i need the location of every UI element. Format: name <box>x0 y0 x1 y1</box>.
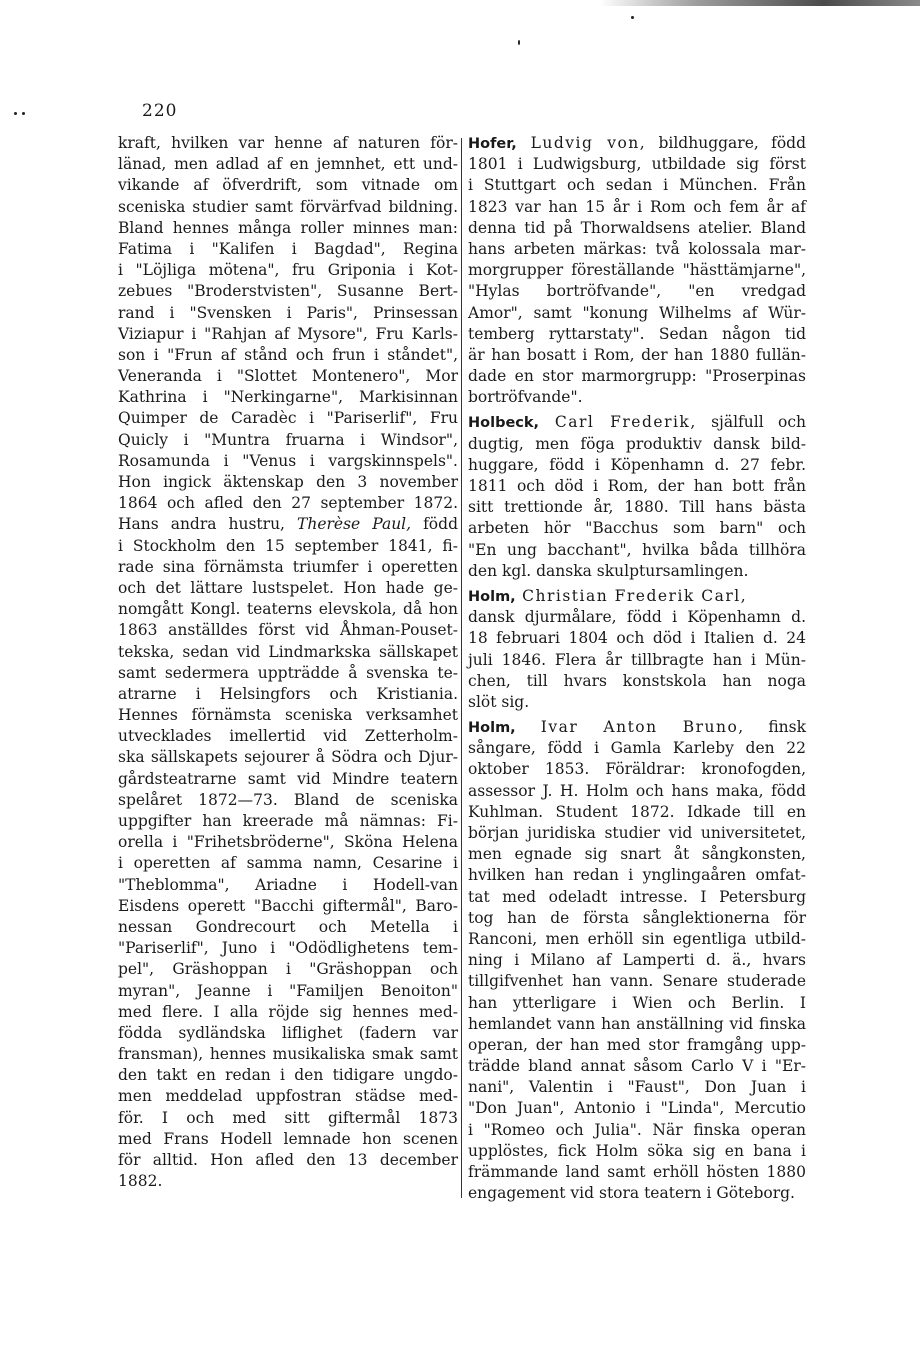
scan-speck <box>14 112 17 115</box>
text-line: Quicly i "Muntra fruarna i Windsor", <box>118 430 458 449</box>
entry-headword: Holbeck, <box>468 415 540 432</box>
text-line: Hon ingick äktenskap den 3 november <box>118 473 458 491</box>
text-line: tog han de första sånglektionerna för <box>468 908 806 927</box>
text-line: och det lättare lustspelet. Hon hade ge- <box>118 578 458 597</box>
text-line: han ytterligare i Wien och Berlin. I <box>468 993 806 1012</box>
text-line: rand i "Svensken i Paris", Prinsessan <box>118 303 458 322</box>
text-line: operan, der han med stor framgång upp- <box>468 1035 806 1054</box>
text-line: upplöstes, fick Holm söka sig en bana i <box>468 1141 806 1160</box>
text-line: dade en stor marmorgrupp: "Proserpinas <box>468 367 806 386</box>
text-line: Kathrina i "Nerkingarne", Markisinnan <box>118 388 458 407</box>
entry-headword: Hofer, <box>468 136 517 152</box>
text-line: rade sina förnämsta triumfer i operetten <box>118 557 458 576</box>
text-line: huggare, född i Köpenhamn d. 27 febr. <box>468 455 806 474</box>
text-line: 1823 var han 15 år i Rom och fem år af <box>468 197 806 216</box>
text-line: Amor", samt "konung Wilhelms af Wür- <box>468 303 806 322</box>
text-run: Hans andra hustru, <box>118 515 297 534</box>
text-line <box>118 514 458 535</box>
text-line: "En ung bacchant", hvilka båda tillhöra <box>468 540 806 559</box>
entry-name: Carl Frederik, <box>539 413 697 432</box>
text-line: juli 1846. Flera år tillbragte han i Mün- <box>468 650 806 669</box>
text-line: sångare, född i Gamla Karleby den 22 <box>468 739 806 758</box>
text-line: tekska, sedan vid Lindmarkska sällskapet <box>118 642 458 661</box>
left-text-column <box>118 133 458 1192</box>
text-line: sitt trettionde år, 1880. Till hans bästa <box>468 498 806 517</box>
text-line: med flere. I alla röjde sig hennes med- <box>118 1002 458 1021</box>
text-line: 1801 i Ludwigsburg, utbildade sig först <box>468 155 806 174</box>
text-line: Veneranda i "Slottet Montenero", Mor <box>118 367 458 386</box>
text-line: Viziapur i "Rahjan af Mysore", Fru Karls- <box>118 324 458 343</box>
text-line: temberg ryttarstaty". Sedan någon tid <box>468 324 806 343</box>
column-divider <box>461 138 462 1198</box>
text-line: chen, till hvars konstskola han noga <box>468 671 806 690</box>
entry-headline <box>468 412 806 433</box>
text-line: hvilken han redan i ynglingaåren omfat- <box>468 866 806 885</box>
scan-speck <box>22 112 25 115</box>
text-line: kraft, hvilken var henne af naturen för- <box>118 134 458 152</box>
text-run: född <box>411 515 458 534</box>
text-line: men meddelad uppfostran städse med- <box>118 1087 458 1106</box>
text-line: 1811 och död i Rom, der han bott från <box>468 477 806 495</box>
text-line: nomgått Kongl. teaterns elevskola, då hon <box>118 600 458 619</box>
emphasized-name: Therèse Paul, <box>297 515 412 534</box>
text-line: främmande land samt erhöll hösten 1880 <box>468 1163 806 1181</box>
text-line: Hennes förnämsta sceniska verksamhet <box>118 706 458 725</box>
text-line: "Pariserlif", Juno i "Odödlighetens tem- <box>118 939 458 958</box>
text-line: myran", Jeanne i "Familjen Benoiton" <box>118 981 458 1000</box>
text-line: arbeten hör "Bacchus som barn" och <box>468 519 806 538</box>
text-line: födda sydländska liflighet (fadern var <box>118 1023 458 1042</box>
entry-headline <box>468 717 806 738</box>
text-line: början juridiska studier vid universitetet, <box>468 824 806 842</box>
text-line: samt sedermera uppträdde å svenska te- <box>118 663 458 682</box>
text-line: fransman), hennes musikaliska smak samt <box>118 1045 458 1064</box>
text-line: i Stuttgart och sedan i München. Från <box>468 176 806 195</box>
text-line: utvecklades imellertid vid Zetterholm- <box>118 727 458 746</box>
text-line: i "Löjliga mötena", fru Griponia i Kot- <box>118 261 458 280</box>
text-run: bildhuggare, född <box>646 134 806 152</box>
text-line: Ranconi, men erhöll sin egentliga utbild- <box>468 929 806 948</box>
text-line: nessan Gondrecourt och Metella i <box>118 917 458 936</box>
page-number: 220 <box>142 101 178 121</box>
text-line: är han bosatt i Rom, der han 1880 fullän- <box>468 345 806 364</box>
right-text-column <box>468 133 806 1204</box>
text-line: i operetten af samma namn, Cesarine i <box>118 854 458 873</box>
text-line-last: 1882. <box>118 1172 163 1191</box>
text-line: pel", Gräshoppan i "Gräshoppan och <box>118 960 458 979</box>
text-line: den takt en redan i den tidigare ungdo- <box>118 1066 458 1085</box>
text-line: "Hylas bortröfvande", "en vredgad <box>468 282 806 301</box>
entry-headline <box>468 586 806 607</box>
entry-name: Ludvig von, <box>516 134 647 152</box>
text-line: "Don Juan", Antonio i "Linda", Mercutio <box>468 1099 806 1118</box>
text-line: Fatima i "Kalifen i Bagdad", Regina <box>118 239 458 258</box>
text-line: hans arbeten märkas: två kolossala mar- <box>468 239 806 258</box>
text-line-last: slöt sig. <box>468 692 530 711</box>
scan-speck <box>631 16 634 19</box>
text-line: Quimper de Caradèc i "Pariserlif", Fru <box>118 409 458 428</box>
text-line: ska sällskapets sejourer å Södra och Djur- <box>118 748 458 767</box>
entry-name: Christian Frederik Carl, <box>515 586 748 605</box>
text-line: denna tid på Thorwaldsens atelier. Bland <box>468 218 806 237</box>
entry-headword: Holm, <box>468 720 516 737</box>
text-line: trädde bland annat såsom Carlo V i "Er- <box>468 1057 806 1076</box>
entry-headline <box>468 133 806 154</box>
text-line: tat med odeladt intresse. I Petersburg <box>468 887 806 906</box>
text-line: Eisdens operett "Bacchi giftermål", Baro- <box>118 896 458 915</box>
text-line: uppgifter han kreerade må nämnas: Fi- <box>118 812 458 830</box>
text-line: Kuhlman. Student 1872. Idkade till en <box>468 802 806 821</box>
text-line: dansk djurmålare, född i Köpenhamn d. <box>468 608 806 627</box>
scan-speck <box>518 40 520 45</box>
scan-edge-noise <box>600 0 920 6</box>
text-line: tillgifvenhet han vann. Senare studerade <box>468 972 806 991</box>
text-line: ning i Milano af Lamperti d. ä., hvars <box>468 951 806 970</box>
text-line: sceniska studier samt förvärfvad bildning. <box>118 197 458 216</box>
text-line: 18 februari 1804 och död i Italien d. 24 <box>468 629 806 648</box>
text-line: med Frans Hodell lemnade hon scenen <box>118 1129 458 1148</box>
text-run: själfull och <box>696 413 806 432</box>
text-line: spelåret 1872—73. Bland de sceniska <box>118 790 458 809</box>
text-line: son i "Frun af stånd och frun i ståndet", <box>118 345 458 364</box>
entry-name: Ivar Anton Bruno, <box>515 718 745 737</box>
text-line: morgrupper föreställande "hästtämjarne", <box>468 261 806 280</box>
text-line: Rosamunda i "Venus i vargskinnspels". <box>118 451 458 470</box>
text-line: gårdsteatrarne samt vid Mindre teatern <box>118 769 458 788</box>
text-line: hemlandet vann han anställning vid finska <box>468 1014 806 1033</box>
text-line-last: den kgl. danska skulptursamlingen. <box>468 561 749 580</box>
entry-headword: Holm, <box>468 588 516 605</box>
text-line: i Stockholm den 15 september 1841, fi- <box>118 536 458 555</box>
text-line: vikande af öfverdrift, som vitnade om <box>118 176 458 195</box>
text-line: dugtig, men föga produktiv dansk bild- <box>468 434 806 453</box>
text-line: atrarne i Helsingfors och Kristiania. <box>118 684 458 703</box>
text-line: assessor J. H. Holm och hans maka, född <box>468 781 806 800</box>
text-line-last: bortröfvande". <box>468 388 583 407</box>
text-line: 1864 och afled den 27 september 1872. <box>118 494 458 513</box>
text-line: 1863 anställdes först vid Åhman-Pouset- <box>118 621 458 640</box>
text-line: Bland hennes många roller minnes man: <box>118 218 458 237</box>
text-line: i "Romeo och Julia". När finska operan <box>468 1120 806 1139</box>
text-line: länad, men adlad af en jemnhet, ett und- <box>118 155 458 174</box>
text-line: för alltid. Hon afled den 13 december <box>118 1151 458 1169</box>
text-line-last: engagement vid stora teatern i Göteborg. <box>468 1184 795 1203</box>
text-line: "Theblomma", Ariadne i Hodell-van <box>118 875 458 894</box>
text-line: men egnade sig snart åt sångkonsten, <box>468 845 806 864</box>
text-line: nani", Valentin i "Faust", Don Juan i <box>468 1078 806 1097</box>
text-run: finsk <box>744 718 806 737</box>
text-line: zebues "Broderstvisten", Susanne Bert- <box>118 282 458 301</box>
text-line: för. I och med sitt giftermål 1873 <box>118 1108 458 1127</box>
text-line: oktober 1853. Föräldrar: kronofogden, <box>468 760 806 779</box>
text-line: orella i "Frihetsbröderne", Sköna Helena <box>118 833 458 852</box>
